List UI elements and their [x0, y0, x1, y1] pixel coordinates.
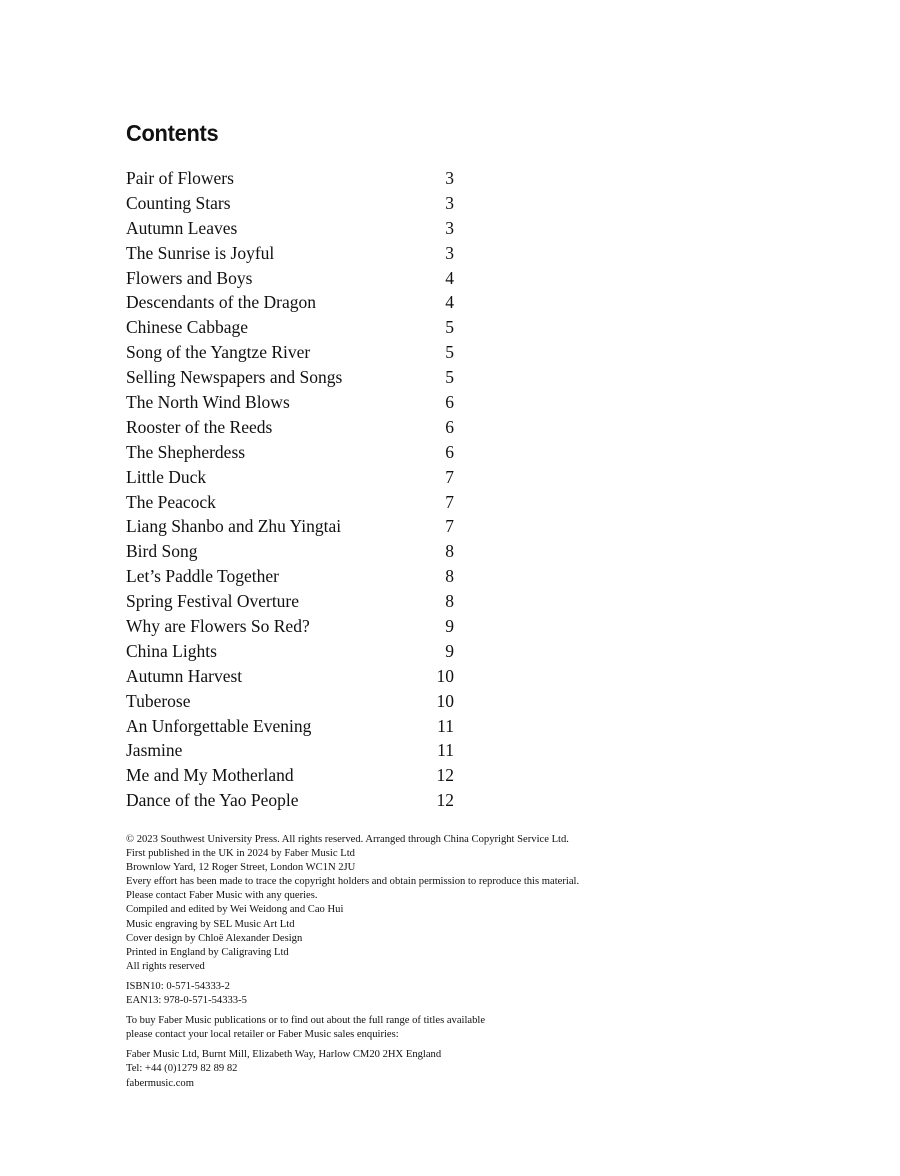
imprint-line: To buy Faber Music publications or to find out about the full range of titles available — [126, 1015, 486, 1027]
entry-title: Let’s Paddle Together — [126, 566, 279, 587]
contents-entry — [126, 738, 454, 763]
entry-page: 12 — [436, 790, 454, 811]
contents-entry — [126, 290, 454, 315]
imprint-block — [126, 1048, 579, 1090]
contents-entry — [126, 266, 454, 291]
imprint-line: please contact your local retailer or Faber Music sales enquiries: — [126, 1029, 399, 1041]
contents-entry — [126, 216, 454, 241]
entry-page: 3 — [445, 168, 454, 188]
entry-page: 11 — [437, 740, 454, 761]
entry-title: Autumn Harvest — [126, 665, 243, 686]
contents-entry — [126, 664, 454, 689]
contents-entry — [126, 639, 454, 664]
contents-entry — [126, 539, 454, 564]
entry-page: 6 — [445, 392, 454, 413]
contents-entry — [126, 390, 454, 415]
entry-page: 9 — [445, 640, 454, 661]
imprint-line: Tel: +44 (0)1279 82 89 82 — [126, 1063, 238, 1075]
entry-title: Flowers and Boys — [126, 267, 253, 288]
entry-title: Spring Festival Overture — [126, 591, 300, 612]
entry-page: 12 — [436, 765, 454, 786]
contents-entry — [126, 465, 454, 490]
page-title: Contents — [126, 120, 219, 146]
entry-page: 10 — [436, 665, 454, 686]
contents-entry — [126, 340, 454, 365]
entry-page: 7 — [445, 466, 454, 487]
entry-page: 4 — [445, 292, 454, 313]
entry-title: Why are Flowers So Red? — [126, 616, 310, 637]
entry-title: Rooster of the Reeds — [126, 416, 273, 437]
entry-title: Autumn Leaves — [126, 217, 238, 238]
contents-entry — [126, 589, 454, 614]
contents-entry — [126, 689, 454, 714]
entry-title: The Shepherdess — [126, 441, 246, 462]
contents-entry — [126, 415, 454, 440]
imprint-block — [126, 833, 579, 974]
contents-entry — [126, 514, 454, 539]
imprint-text — [126, 833, 579, 1097]
entry-page: 5 — [445, 342, 454, 363]
imprint-line: First published in the UK in 2024 by Faber Music Ltd — [126, 848, 355, 860]
entry-title: China Lights — [126, 640, 217, 661]
entry-page: 5 — [445, 367, 454, 388]
contents-entry — [126, 490, 454, 515]
entry-title: Liang Shanbo and Zhu Yingtai — [126, 516, 342, 537]
entry-page: 5 — [445, 317, 454, 338]
imprint-line: Printed in England by Caligraving Ltd — [126, 946, 289, 958]
contents-entry — [126, 315, 454, 340]
imprint-line: Cover design by Chloë Alexander Design — [126, 932, 303, 944]
contents-entry — [126, 564, 454, 589]
imprint-block — [126, 980, 579, 1008]
imprint-line: fabermusic.com — [126, 1077, 194, 1089]
contents-entry — [126, 788, 454, 813]
imprint-block — [126, 1014, 579, 1042]
entry-title: Little Duck — [126, 466, 207, 487]
entry-page: 3 — [445, 192, 454, 213]
entry-title: The Sunrise is Joyful — [126, 242, 275, 263]
imprint-line: Faber Music Ltd, Burnt Mill, Elizabeth Way, Harlow CM20 2HX England — [126, 1049, 442, 1061]
entry-page: 7 — [445, 516, 454, 537]
entry-page: 6 — [445, 416, 454, 437]
entry-page: 7 — [445, 491, 454, 512]
imprint-line: Music engraving by SEL Music Art Ltd — [126, 918, 295, 930]
imprint-line: Every effort has been made to trace the copyright holders and obtain permission to reproduce this material. — [126, 876, 580, 888]
contents-entry — [126, 763, 454, 788]
entry-page: 4 — [445, 267, 454, 288]
entry-title: The Peacock — [126, 491, 216, 512]
entry-title: Song of the Yangtze River — [126, 342, 311, 363]
contents-entry — [126, 614, 454, 639]
entry-title: Chinese Cabbage — [126, 317, 248, 338]
contents-entry — [126, 365, 454, 390]
entry-title: Counting Stars — [126, 192, 231, 213]
contents-entry — [126, 241, 454, 266]
contents-entry — [126, 191, 454, 216]
entry-page: 9 — [445, 616, 454, 637]
entry-title: Descendants of the Dragon — [126, 292, 317, 313]
entry-page: 6 — [445, 441, 454, 462]
entry-title: Me and My Motherland — [126, 765, 294, 786]
imprint-line: All rights reserved — [126, 960, 205, 972]
contents-entry — [126, 440, 454, 465]
contents-list — [126, 166, 454, 813]
entry-page: 8 — [445, 591, 454, 612]
entry-page: 3 — [445, 242, 454, 263]
contents-entry — [126, 714, 454, 739]
imprint-line: Please contact Faber Music with any queries. — [126, 890, 318, 902]
entry-page: 11 — [437, 715, 454, 736]
imprint-line: © 2023 Southwest University Press. All rights reserved. Arranged through China Copyright Service Ltd. — [126, 834, 569, 845]
imprint-line: ISBN10: 0-571-54333-2 — [126, 980, 230, 992]
imprint-line: EAN13: 978-0-571-54333-5 — [126, 995, 247, 1007]
imprint-line: Compiled and edited by Wei Weidong and Cao Hui — [126, 904, 344, 916]
entry-title: Selling Newspapers and Songs — [126, 367, 343, 388]
entry-page: 8 — [445, 541, 454, 562]
entry-title: Bird Song — [126, 541, 198, 562]
entry-title: The North Wind Blows — [126, 392, 290, 413]
entry-title: An Unforgettable Evening — [126, 715, 312, 736]
entry-title: Pair of Flowers — [126, 168, 234, 188]
imprint-line: Brownlow Yard, 12 Roger Street, London WC1N 2JU — [126, 862, 356, 874]
entry-page: 10 — [436, 690, 454, 711]
entry-title: Jasmine — [126, 740, 183, 761]
entry-title: Tuberose — [126, 690, 191, 711]
entry-title: Dance of the Yao People — [126, 790, 299, 811]
contents-entry — [126, 166, 454, 191]
entry-page: 3 — [445, 217, 454, 238]
entry-page: 8 — [445, 566, 454, 587]
